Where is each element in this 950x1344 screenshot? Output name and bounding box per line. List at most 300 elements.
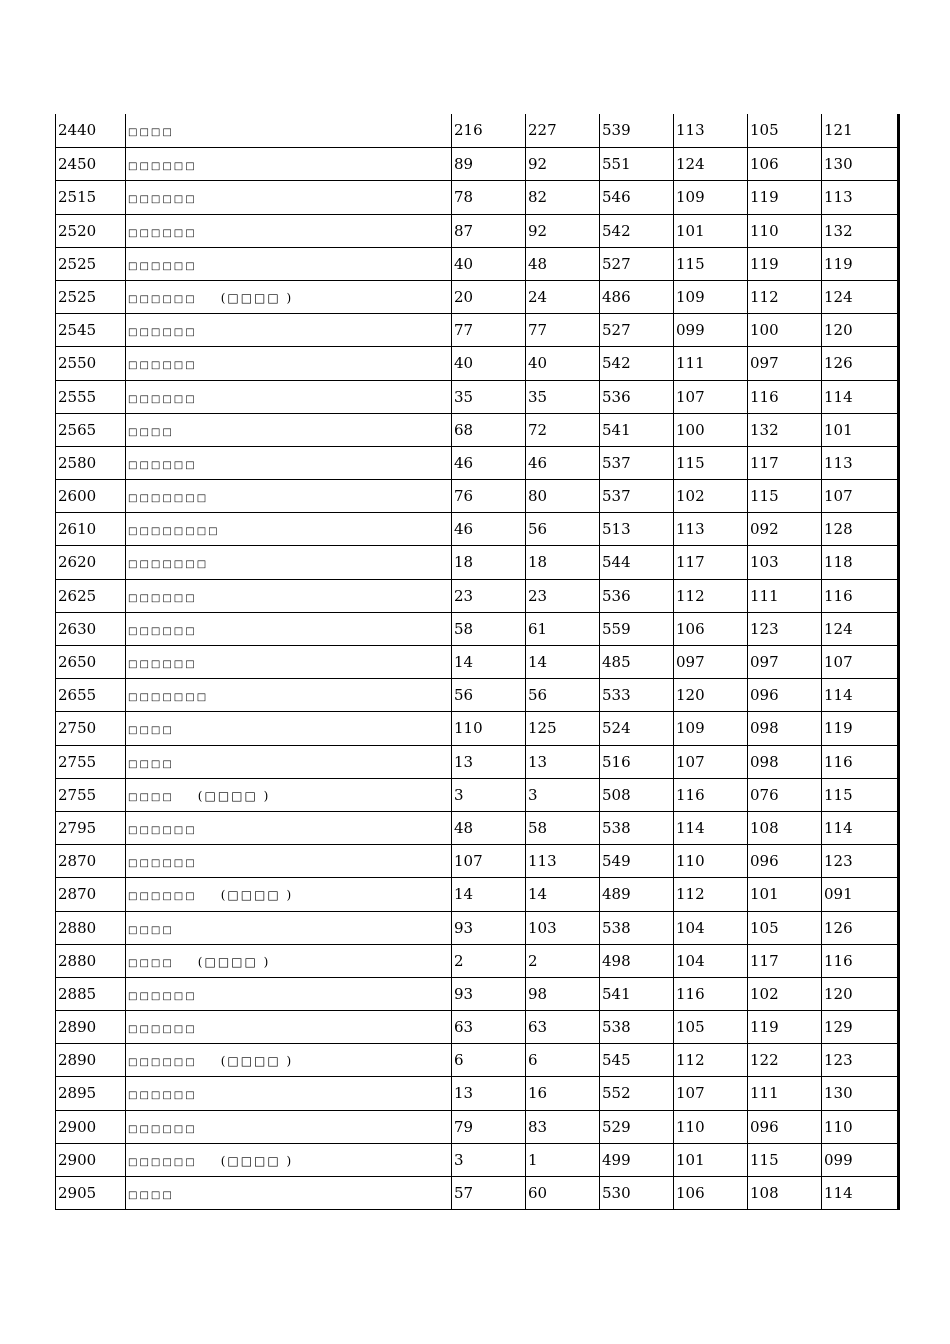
value-cell-3: 530 bbox=[599, 1177, 673, 1209]
value-cell-4: 120 bbox=[673, 679, 747, 711]
name-text: □□□□ bbox=[128, 127, 174, 138]
value-cell-5: 116 bbox=[747, 381, 821, 413]
value-cell-5: 108 bbox=[747, 1177, 821, 1209]
value-cell-6: 116 bbox=[821, 945, 895, 977]
name-cell bbox=[125, 114, 451, 147]
value-cell-3: 559 bbox=[599, 613, 673, 645]
value-cell-1: 3 bbox=[451, 1144, 525, 1176]
value-cell-6: 123 bbox=[821, 845, 895, 877]
value-cell-1: 20 bbox=[451, 281, 525, 313]
score-table bbox=[55, 114, 900, 1210]
name-text: □□□□□□ bbox=[128, 1057, 197, 1069]
name-text: □□□□□□ bbox=[128, 1090, 197, 1102]
value-cell-1: 76 bbox=[451, 480, 525, 512]
value-cell-5: 110 bbox=[747, 215, 821, 247]
code-cell: 2450 bbox=[55, 148, 125, 180]
table-row bbox=[55, 579, 897, 612]
code-cell: 2880 bbox=[55, 912, 125, 944]
code-cell: 2880 bbox=[55, 945, 125, 977]
name-text: □□□□□□ bbox=[128, 592, 197, 604]
value-cell-6: 119 bbox=[821, 248, 895, 280]
code-cell: 2870 bbox=[55, 878, 125, 910]
name-text: □□□□□□ bbox=[128, 393, 197, 405]
value-cell-1: 78 bbox=[451, 181, 525, 213]
value-cell-4: 100 bbox=[673, 414, 747, 446]
value-cell-2: 61 bbox=[525, 613, 599, 645]
value-cell-2: 113 bbox=[525, 845, 599, 877]
value-cell-5: 117 bbox=[747, 945, 821, 977]
value-cell-1: 13 bbox=[451, 746, 525, 778]
name-cell bbox=[125, 613, 451, 645]
value-cell-6: 120 bbox=[821, 314, 895, 346]
table-row bbox=[55, 214, 897, 247]
name-text: □□□□□□ bbox=[128, 659, 197, 670]
code-cell: 2870 bbox=[55, 845, 125, 877]
code-cell: 2545 bbox=[55, 314, 125, 346]
value-cell-4: 111 bbox=[673, 347, 747, 379]
name-cell bbox=[125, 912, 451, 944]
code-cell: 2600 bbox=[55, 480, 125, 512]
value-cell-5: 105 bbox=[747, 114, 821, 147]
name-text: □□□□□□□ bbox=[128, 692, 209, 704]
name-cell bbox=[125, 945, 451, 977]
value-cell-4: 113 bbox=[673, 513, 747, 545]
table-row bbox=[55, 280, 897, 313]
code-cell: 2625 bbox=[55, 580, 125, 612]
value-cell-2: 58 bbox=[525, 812, 599, 844]
value-cell-4: 104 bbox=[673, 945, 747, 977]
value-cell-3: 536 bbox=[599, 381, 673, 413]
code-cell: 2630 bbox=[55, 613, 125, 645]
value-cell-4: 106 bbox=[673, 613, 747, 645]
code-cell: 2885 bbox=[55, 978, 125, 1010]
value-cell-2: 14 bbox=[525, 878, 599, 910]
value-cell-2: 125 bbox=[525, 712, 599, 744]
code-cell: 2900 bbox=[55, 1111, 125, 1143]
name-text: □□□□□□ bbox=[128, 858, 197, 870]
value-cell-2: 60 bbox=[525, 1177, 599, 1209]
value-cell-2: 98 bbox=[525, 978, 599, 1010]
value-cell-3: 538 bbox=[599, 812, 673, 844]
value-cell-1: 3 bbox=[451, 779, 525, 811]
value-cell-1: 40 bbox=[451, 347, 525, 379]
value-cell-5: 102 bbox=[747, 978, 821, 1010]
table-row bbox=[55, 180, 897, 213]
value-cell-1: 77 bbox=[451, 314, 525, 346]
table-row bbox=[55, 1076, 897, 1109]
table-row bbox=[55, 346, 897, 379]
value-cell-2: 6 bbox=[525, 1044, 599, 1076]
table-row bbox=[55, 678, 897, 711]
table-row bbox=[55, 911, 897, 944]
value-cell-2: 14 bbox=[525, 646, 599, 678]
value-cell-3: 537 bbox=[599, 480, 673, 512]
name-cell bbox=[125, 546, 451, 578]
name-text: □□□□□□ bbox=[128, 625, 197, 637]
value-cell-4: 109 bbox=[673, 181, 747, 213]
code-cell: 2890 bbox=[55, 1044, 125, 1076]
value-cell-4: 102 bbox=[673, 480, 747, 512]
name-text: □□□□□□ bbox=[128, 891, 197, 903]
value-cell-6: 124 bbox=[821, 281, 895, 313]
value-cell-4: 110 bbox=[673, 1111, 747, 1143]
table-row bbox=[55, 778, 897, 811]
value-cell-5: 111 bbox=[747, 580, 821, 612]
value-cell-5: 103 bbox=[747, 546, 821, 578]
value-cell-1: 23 bbox=[451, 580, 525, 612]
value-cell-6: 126 bbox=[821, 912, 895, 944]
table-row bbox=[55, 844, 897, 877]
code-cell: 2555 bbox=[55, 381, 125, 413]
value-cell-5: 096 bbox=[747, 845, 821, 877]
name-text: □□□□ bbox=[128, 426, 174, 438]
name-cell bbox=[125, 812, 451, 844]
value-cell-6: 119 bbox=[821, 712, 895, 744]
value-cell-6: 110 bbox=[821, 1111, 895, 1143]
value-cell-4: 101 bbox=[673, 215, 747, 247]
value-cell-5: 076 bbox=[747, 779, 821, 811]
table-row bbox=[55, 247, 897, 280]
value-cell-6: 130 bbox=[821, 148, 895, 180]
name-text: □□□□□□□ bbox=[128, 559, 209, 571]
name-text: □□□□□□ bbox=[128, 360, 197, 372]
code-cell: 2610 bbox=[55, 513, 125, 545]
name-note: (□□□□ ) bbox=[197, 954, 271, 969]
name-cell bbox=[125, 480, 451, 512]
name-cell bbox=[125, 1144, 451, 1176]
name-cell bbox=[125, 414, 451, 446]
value-cell-2: 92 bbox=[525, 215, 599, 247]
name-text: □□□□□□ bbox=[128, 1156, 197, 1168]
value-cell-2: 227 bbox=[525, 114, 599, 147]
name-text: □□□□ bbox=[128, 758, 174, 770]
value-cell-3: 529 bbox=[599, 1111, 673, 1143]
value-cell-4: 101 bbox=[673, 1144, 747, 1176]
value-cell-5: 119 bbox=[747, 181, 821, 213]
code-cell: 2795 bbox=[55, 812, 125, 844]
value-cell-4: 112 bbox=[673, 878, 747, 910]
name-text: □□□□□□ bbox=[128, 1024, 197, 1036]
value-cell-2: 18 bbox=[525, 546, 599, 578]
value-cell-6: 101 bbox=[821, 414, 895, 446]
value-cell-2: 82 bbox=[525, 181, 599, 213]
name-cell bbox=[125, 447, 451, 479]
name-text: □□□□ bbox=[128, 924, 174, 936]
code-cell: 2520 bbox=[55, 215, 125, 247]
value-cell-4: 104 bbox=[673, 912, 747, 944]
table-row bbox=[55, 711, 897, 744]
value-cell-3: 544 bbox=[599, 546, 673, 578]
name-text: □□□□□□ bbox=[128, 1123, 197, 1135]
name-cell bbox=[125, 646, 451, 678]
value-cell-4: 107 bbox=[673, 381, 747, 413]
value-cell-3: 552 bbox=[599, 1077, 673, 1109]
table-row bbox=[55, 1010, 897, 1043]
value-cell-1: 63 bbox=[451, 1011, 525, 1043]
value-cell-5: 111 bbox=[747, 1077, 821, 1109]
value-cell-2: 56 bbox=[525, 513, 599, 545]
value-cell-3: 524 bbox=[599, 712, 673, 744]
value-cell-1: 57 bbox=[451, 1177, 525, 1209]
name-text: □□□□ bbox=[128, 1190, 174, 1201]
value-cell-3: 527 bbox=[599, 248, 673, 280]
value-cell-6: 107 bbox=[821, 480, 895, 512]
value-cell-1: 79 bbox=[451, 1111, 525, 1143]
value-cell-3: 537 bbox=[599, 447, 673, 479]
table-row bbox=[55, 114, 897, 147]
value-cell-3: 545 bbox=[599, 1044, 673, 1076]
value-cell-6: 099 bbox=[821, 1144, 895, 1176]
name-cell bbox=[125, 1077, 451, 1109]
value-cell-4: 107 bbox=[673, 1077, 747, 1109]
name-cell bbox=[125, 215, 451, 247]
value-cell-5: 098 bbox=[747, 746, 821, 778]
value-cell-3: 486 bbox=[599, 281, 673, 313]
value-cell-2: 13 bbox=[525, 746, 599, 778]
value-cell-4: 114 bbox=[673, 812, 747, 844]
value-cell-3: 541 bbox=[599, 414, 673, 446]
value-cell-5: 096 bbox=[747, 679, 821, 711]
value-cell-5: 096 bbox=[747, 1111, 821, 1143]
value-cell-2: 63 bbox=[525, 1011, 599, 1043]
value-cell-5: 097 bbox=[747, 347, 821, 379]
value-cell-5: 092 bbox=[747, 513, 821, 545]
value-cell-5: 117 bbox=[747, 447, 821, 479]
value-cell-2: 77 bbox=[525, 314, 599, 346]
value-cell-5: 101 bbox=[747, 878, 821, 910]
table-row bbox=[55, 446, 897, 479]
value-cell-4: 099 bbox=[673, 314, 747, 346]
name-text: □□□□□□ bbox=[128, 459, 197, 471]
value-cell-3: 538 bbox=[599, 912, 673, 944]
value-cell-6: 124 bbox=[821, 613, 895, 645]
value-cell-3: 489 bbox=[599, 878, 673, 910]
table-row bbox=[55, 1110, 897, 1143]
value-cell-5: 123 bbox=[747, 613, 821, 645]
name-cell bbox=[125, 1011, 451, 1043]
value-cell-4: 116 bbox=[673, 779, 747, 811]
table-row bbox=[55, 413, 897, 446]
name-note: (□□□□ ) bbox=[220, 1054, 294, 1069]
table-row bbox=[55, 1176, 897, 1209]
value-cell-4: 107 bbox=[673, 746, 747, 778]
table-row bbox=[55, 147, 897, 180]
name-cell bbox=[125, 381, 451, 413]
name-cell bbox=[125, 1044, 451, 1076]
name-text: □□□□□□ bbox=[128, 227, 197, 239]
value-cell-6: 114 bbox=[821, 381, 895, 413]
name-text: □□□□□□ bbox=[128, 824, 197, 836]
value-cell-2: 2 bbox=[525, 945, 599, 977]
table-row bbox=[55, 977, 897, 1010]
name-cell bbox=[125, 281, 451, 313]
name-cell bbox=[125, 248, 451, 280]
value-cell-1: 40 bbox=[451, 248, 525, 280]
value-cell-2: 72 bbox=[525, 414, 599, 446]
code-cell: 2895 bbox=[55, 1077, 125, 1109]
name-cell bbox=[125, 580, 451, 612]
value-cell-2: 24 bbox=[525, 281, 599, 313]
value-cell-1: 18 bbox=[451, 546, 525, 578]
value-cell-5: 115 bbox=[747, 1144, 821, 1176]
value-cell-3: 527 bbox=[599, 314, 673, 346]
code-cell: 2620 bbox=[55, 546, 125, 578]
name-cell bbox=[125, 679, 451, 711]
code-cell: 2755 bbox=[55, 746, 125, 778]
value-cell-2: 35 bbox=[525, 381, 599, 413]
table-row bbox=[55, 512, 897, 545]
code-cell: 2525 bbox=[55, 281, 125, 313]
value-cell-4: 115 bbox=[673, 447, 747, 479]
value-cell-2: 92 bbox=[525, 148, 599, 180]
name-note: (□□□□ ) bbox=[220, 290, 294, 305]
code-cell: 2515 bbox=[55, 181, 125, 213]
code-cell: 2565 bbox=[55, 414, 125, 446]
value-cell-1: 48 bbox=[451, 812, 525, 844]
value-cell-4: 097 bbox=[673, 646, 747, 678]
value-cell-1: 14 bbox=[451, 646, 525, 678]
value-cell-5: 105 bbox=[747, 912, 821, 944]
value-cell-5: 119 bbox=[747, 248, 821, 280]
value-cell-4: 109 bbox=[673, 281, 747, 313]
value-cell-6: 121 bbox=[821, 114, 895, 147]
value-cell-4: 113 bbox=[673, 114, 747, 147]
name-cell bbox=[125, 712, 451, 744]
value-cell-6: 114 bbox=[821, 1177, 895, 1209]
value-cell-3: 533 bbox=[599, 679, 673, 711]
name-cell bbox=[125, 1111, 451, 1143]
value-cell-1: 93 bbox=[451, 978, 525, 1010]
value-cell-6: 091 bbox=[821, 878, 895, 910]
value-cell-1: 14 bbox=[451, 878, 525, 910]
value-cell-6: 132 bbox=[821, 215, 895, 247]
value-cell-2: 3 bbox=[525, 779, 599, 811]
table-row bbox=[55, 877, 897, 910]
value-cell-2: 46 bbox=[525, 447, 599, 479]
name-note: (□□□□ ) bbox=[197, 788, 271, 803]
value-cell-4: 105 bbox=[673, 1011, 747, 1043]
name-text: □□□□ bbox=[128, 791, 174, 803]
value-cell-6: 113 bbox=[821, 447, 895, 479]
name-cell bbox=[125, 978, 451, 1010]
value-cell-3: 508 bbox=[599, 779, 673, 811]
value-cell-2: 23 bbox=[525, 580, 599, 612]
value-cell-2: 103 bbox=[525, 912, 599, 944]
table-row bbox=[55, 479, 897, 512]
value-cell-6: 114 bbox=[821, 812, 895, 844]
name-cell bbox=[125, 746, 451, 778]
name-cell bbox=[125, 845, 451, 877]
value-cell-6: 128 bbox=[821, 513, 895, 545]
value-cell-5: 115 bbox=[747, 480, 821, 512]
name-cell bbox=[125, 1177, 451, 1209]
value-cell-5: 106 bbox=[747, 148, 821, 180]
code-cell: 2525 bbox=[55, 248, 125, 280]
name-cell bbox=[125, 878, 451, 910]
value-cell-3: 498 bbox=[599, 945, 673, 977]
value-cell-1: 87 bbox=[451, 215, 525, 247]
value-cell-4: 110 bbox=[673, 845, 747, 877]
name-cell bbox=[125, 513, 451, 545]
value-cell-3: 542 bbox=[599, 215, 673, 247]
value-cell-3: 538 bbox=[599, 1011, 673, 1043]
name-cell bbox=[125, 148, 451, 180]
table-row bbox=[55, 1043, 897, 1076]
code-cell: 2655 bbox=[55, 679, 125, 711]
code-cell: 2650 bbox=[55, 646, 125, 678]
value-cell-2: 83 bbox=[525, 1111, 599, 1143]
name-text: □□□□□□ bbox=[128, 327, 197, 339]
table-row bbox=[55, 944, 897, 977]
value-cell-1: 13 bbox=[451, 1077, 525, 1109]
name-text: □□□□□□□□ bbox=[128, 526, 220, 538]
value-cell-4: 116 bbox=[673, 978, 747, 1010]
value-cell-4: 124 bbox=[673, 148, 747, 180]
value-cell-3: 499 bbox=[599, 1144, 673, 1176]
value-cell-1: 110 bbox=[451, 712, 525, 744]
value-cell-3: 549 bbox=[599, 845, 673, 877]
name-text: □□□□□□□ bbox=[128, 493, 209, 505]
value-cell-1: 56 bbox=[451, 679, 525, 711]
name-cell bbox=[125, 779, 451, 811]
value-cell-6: 107 bbox=[821, 646, 895, 678]
value-cell-6: 116 bbox=[821, 580, 895, 612]
value-cell-4: 109 bbox=[673, 712, 747, 744]
value-cell-2: 48 bbox=[525, 248, 599, 280]
code-cell: 2750 bbox=[55, 712, 125, 744]
code-cell: 2890 bbox=[55, 1011, 125, 1043]
table-row bbox=[55, 811, 897, 844]
value-cell-2: 80 bbox=[525, 480, 599, 512]
value-cell-4: 112 bbox=[673, 1044, 747, 1076]
value-cell-3: 536 bbox=[599, 580, 673, 612]
table-row bbox=[55, 545, 897, 578]
value-cell-1: 89 bbox=[451, 148, 525, 180]
value-cell-5: 122 bbox=[747, 1044, 821, 1076]
value-cell-6: 113 bbox=[821, 181, 895, 213]
value-cell-3: 513 bbox=[599, 513, 673, 545]
value-cell-5: 098 bbox=[747, 712, 821, 744]
value-cell-3: 516 bbox=[599, 746, 673, 778]
value-cell-2: 56 bbox=[525, 679, 599, 711]
value-cell-1: 107 bbox=[451, 845, 525, 877]
value-cell-2: 16 bbox=[525, 1077, 599, 1109]
code-cell: 2550 bbox=[55, 347, 125, 379]
value-cell-5: 119 bbox=[747, 1011, 821, 1043]
name-cell bbox=[125, 347, 451, 379]
name-cell bbox=[125, 314, 451, 346]
value-cell-1: 216 bbox=[451, 114, 525, 147]
value-cell-1: 46 bbox=[451, 447, 525, 479]
value-cell-1: 68 bbox=[451, 414, 525, 446]
value-cell-6: 115 bbox=[821, 779, 895, 811]
value-cell-1: 58 bbox=[451, 613, 525, 645]
value-cell-1: 2 bbox=[451, 945, 525, 977]
code-cell: 2580 bbox=[55, 447, 125, 479]
value-cell-3: 546 bbox=[599, 181, 673, 213]
name-note: (□□□□ ) bbox=[220, 1153, 294, 1168]
value-cell-6: 130 bbox=[821, 1077, 895, 1109]
value-cell-5: 132 bbox=[747, 414, 821, 446]
value-cell-4: 112 bbox=[673, 580, 747, 612]
value-cell-5: 108 bbox=[747, 812, 821, 844]
value-cell-6: 129 bbox=[821, 1011, 895, 1043]
name-text: □□□□□□ bbox=[128, 293, 197, 305]
value-cell-6: 114 bbox=[821, 679, 895, 711]
name-cell bbox=[125, 181, 451, 213]
name-text: □□□□□□ bbox=[128, 990, 197, 1002]
value-cell-5: 112 bbox=[747, 281, 821, 313]
